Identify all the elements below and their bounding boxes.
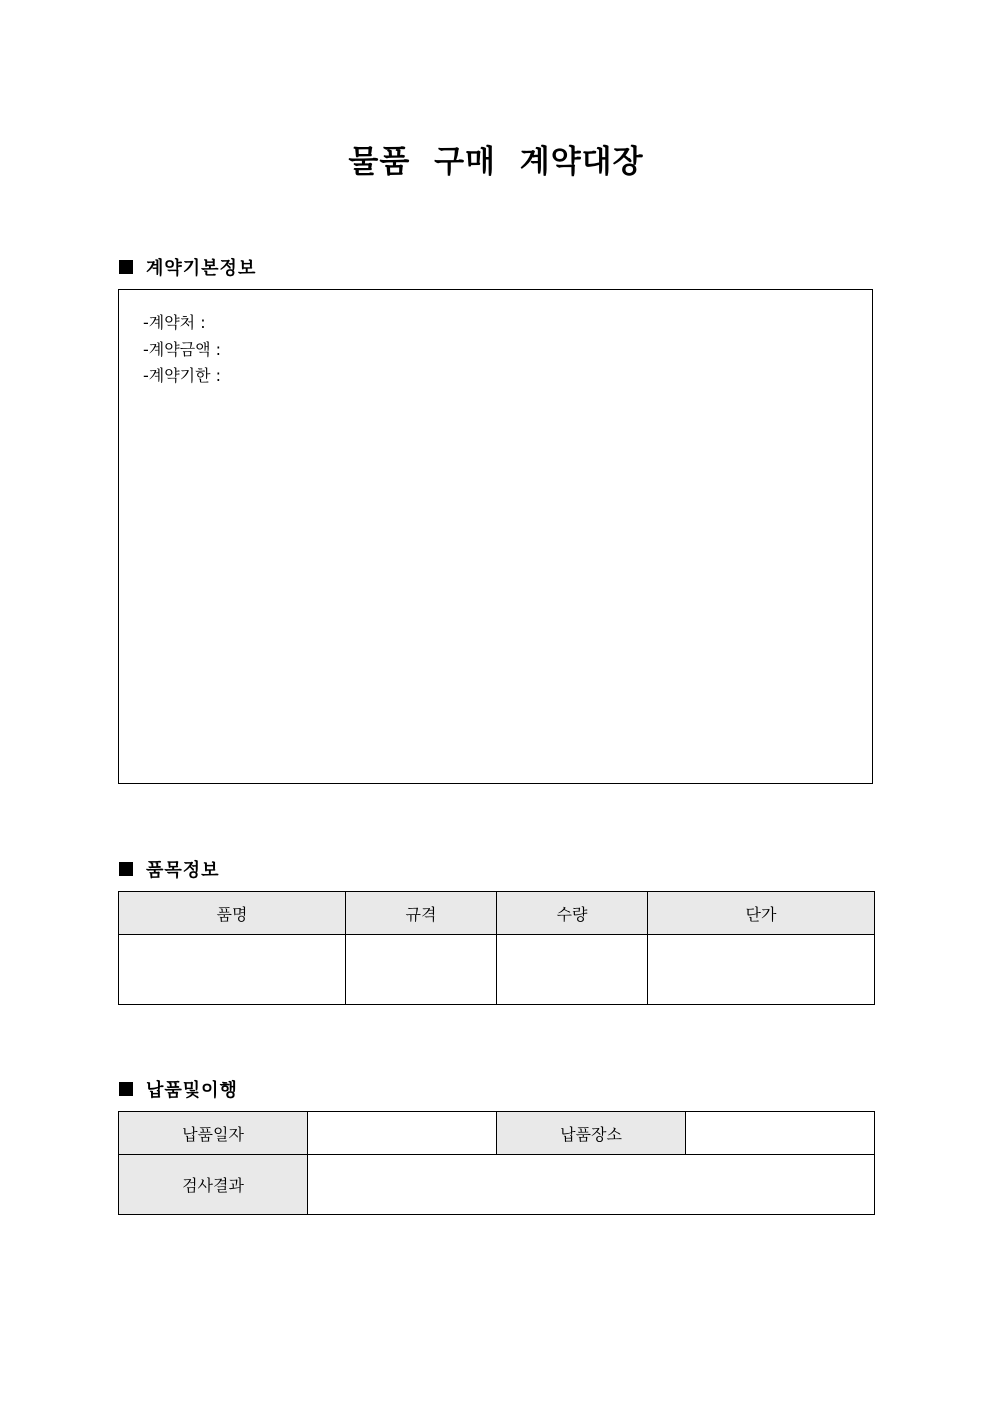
contract-info-box: [118, 289, 873, 784]
section-heading-delivery: [119, 1076, 238, 1102]
section-title: 품목정보: [146, 860, 220, 881]
table-header-row: [119, 892, 875, 935]
column-header-spec: 규격: [346, 892, 497, 935]
column-header-unit-price: 단가: [648, 892, 875, 935]
section-heading-items: [119, 856, 220, 882]
section-title: 납품및이행: [146, 1080, 238, 1101]
items-table: [118, 891, 875, 1005]
inspection-result-label: 검사결과: [119, 1155, 308, 1215]
contract-period-line: -계약기한 :: [143, 366, 222, 385]
section-heading-contract-info: [119, 254, 256, 280]
table-row: [119, 935, 875, 1005]
delivery-date-label: 납품일자: [119, 1112, 308, 1155]
table-row: [119, 1112, 875, 1155]
unit-price-cell[interactable]: [648, 935, 875, 1005]
column-header-quantity: 수량: [497, 892, 648, 935]
contract-party-line: -계약처 :: [143, 313, 206, 332]
page-title: 물품 구매 계약대장: [348, 144, 644, 180]
contract-amount-line: -계약금액 :: [143, 339, 222, 359]
delivery-table: [118, 1111, 875, 1215]
item-name-cell[interactable]: [119, 935, 346, 1005]
square-bullet-icon: [119, 260, 133, 274]
spec-cell[interactable]: [346, 935, 497, 1005]
column-header-item-name: 품명: [119, 892, 346, 935]
square-bullet-icon: [119, 862, 133, 876]
delivery-place-value[interactable]: [686, 1112, 875, 1155]
section-title: 계약기본정보: [146, 258, 257, 279]
inspection-result-value[interactable]: [308, 1155, 875, 1215]
square-bullet-icon: [119, 1082, 133, 1096]
quantity-cell[interactable]: [497, 935, 648, 1005]
delivery-place-label: 납품장소: [497, 1112, 686, 1155]
table-row: [119, 1155, 875, 1215]
delivery-date-value[interactable]: [308, 1112, 497, 1155]
